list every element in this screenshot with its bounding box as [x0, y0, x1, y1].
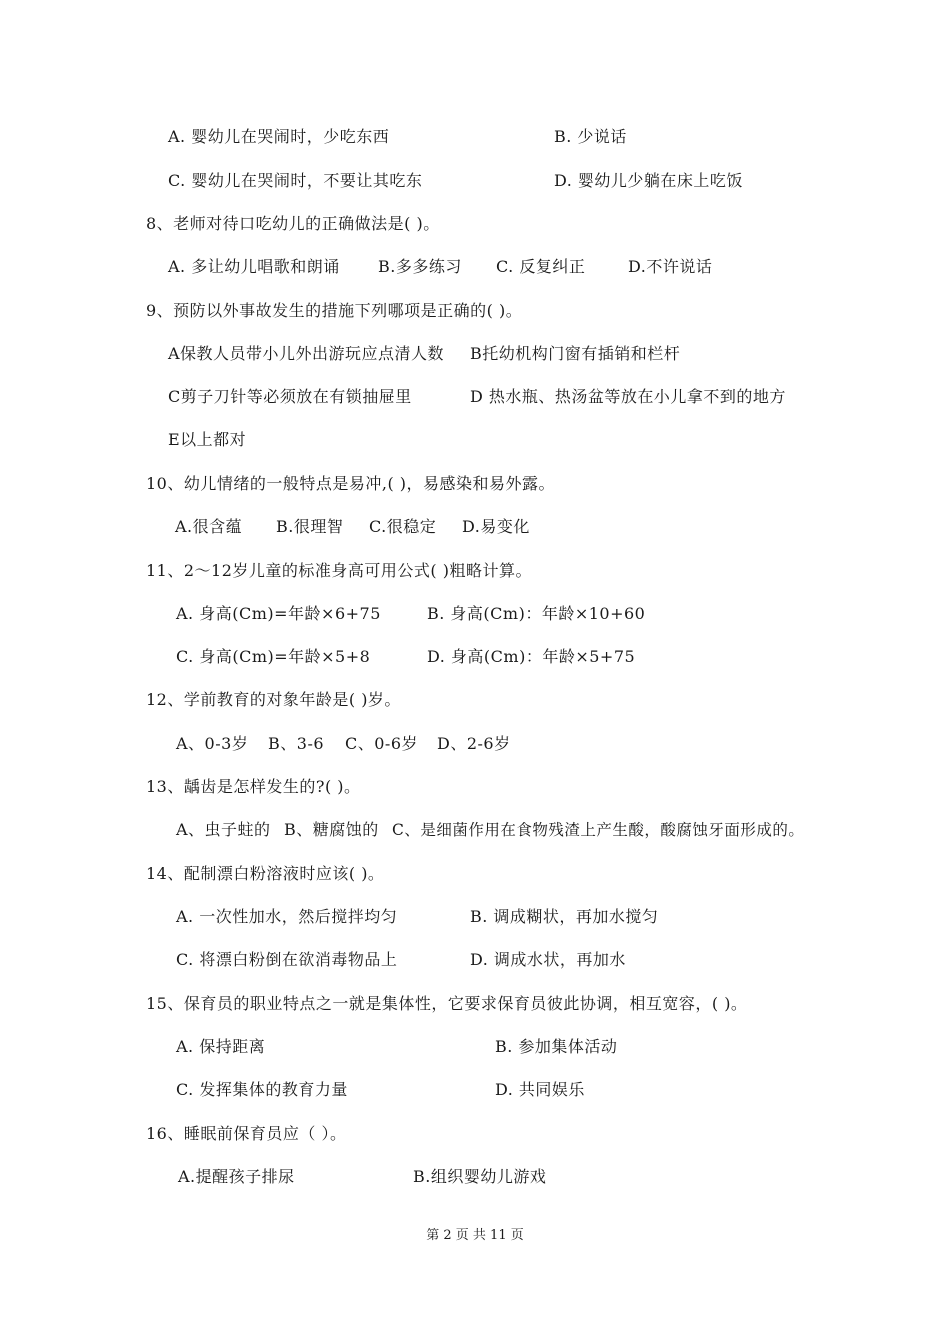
q7-option-c: C. 婴幼儿在哭闹时，不要让其吃东: [168, 171, 423, 190]
q12-stem: 12、学前教育的对象年龄是( )岁。: [146, 690, 401, 709]
q11-option-a: A. 身高(Cm)=年龄×6+75: [176, 604, 381, 623]
q12-option-a: A、0-3岁: [176, 734, 249, 753]
q12-option-d: D、2-6岁: [437, 734, 511, 753]
q9-stem: 9、预防以外事故发生的措施下列哪项是正确的( )。: [146, 301, 523, 320]
q8-stem: 8、老师对待口吃幼儿的正确做法是( )。: [146, 214, 440, 233]
q12-option-c: C、0-6岁: [345, 734, 419, 753]
q13-option-a: A、虫子蛀的: [176, 820, 271, 839]
q7-option-a: A. 婴幼儿在哭闹时，少吃东西: [168, 127, 390, 146]
q16-option-b: B.组织婴幼儿游戏: [413, 1167, 547, 1186]
q10-stem: 10、幼儿情绪的一般特点是易冲,( )，易感染和易外露。: [146, 474, 556, 493]
q9-option-c: C剪子刀针等必须放在有锁抽屉里: [168, 387, 412, 406]
q9-option-d: D 热水瓶、热汤盆等放在小儿拿不到的地方: [470, 387, 786, 406]
q16-option-a: A.提醒孩子排尿: [178, 1167, 295, 1186]
q9-option-e: E以上都对: [168, 430, 247, 449]
q13-option-c: C、是细菌作用在食物残渣上产生酸，酸腐蚀牙面形成的。: [392, 821, 805, 839]
q14-option-d: D. 调成水状，再加水: [470, 950, 626, 969]
q16-stem: 16、睡眠前保育员应（ ）。: [146, 1124, 347, 1143]
q8-option-d: D.不许说话: [628, 257, 713, 276]
q13-stem: 13、龋齿是怎样发生的?( )。: [146, 777, 361, 796]
q7-option-d: D. 婴幼儿少躺在床上吃饭: [554, 171, 743, 190]
q8-option-b: B.多多练习: [378, 257, 462, 276]
page-number: 第 2 页 共 11 页: [426, 1228, 524, 1243]
q14-option-c: C. 将漂白粉倒在欲消毒物品上: [176, 950, 398, 969]
q15-stem: 15、保育员的职业特点之一就是集体性，它要求保育员彼此协调，相互宽容，( )。: [146, 994, 748, 1013]
q11-stem: 11、2～12岁儿童的标准身高可用公式( )粗略计算。: [146, 561, 532, 580]
q14-stem: 14、配制漂白粉溶液时应该( )。: [146, 864, 385, 883]
q9-option-b: B托幼机构门窗有插销和栏杆: [470, 344, 681, 363]
q15-option-b: B. 参加集体活动: [495, 1037, 618, 1056]
q10-option-d: D.易变化: [462, 517, 530, 536]
q15-option-a: A. 保持距离: [176, 1037, 266, 1056]
q8-option-a: A. 多让幼儿唱歌和朗诵: [168, 257, 340, 276]
q10-option-b: B.很理智: [276, 517, 344, 536]
q12-option-b: B、3-6: [268, 734, 325, 753]
q15-option-d: D. 共同娱乐: [495, 1080, 585, 1099]
q11-option-c: C. 身高(Cm)=年龄×5+8: [176, 647, 371, 666]
q7-option-b: B. 少说话: [554, 127, 627, 146]
q14-option-a: A. 一次性加水，然后搅拌均匀: [176, 907, 398, 926]
q10-option-a: A.很含蕴: [175, 517, 243, 536]
q14-option-b: B. 调成糊状，再加水搅匀: [470, 907, 659, 926]
q10-option-c: C.很稳定: [369, 517, 437, 536]
q15-option-c: C. 发挥集体的教育力量: [176, 1080, 348, 1099]
q9-option-a: A保教人员带小儿外出游玩应点清人数: [168, 344, 445, 363]
q8-option-c: C. 反复纠正: [496, 257, 586, 276]
q11-option-b: B. 身高(Cm)：年龄×10+60: [427, 604, 646, 623]
q13-option-b: B、糖腐蚀的: [284, 820, 379, 839]
q11-option-d: D. 身高(Cm)：年龄×5+75: [427, 647, 636, 666]
